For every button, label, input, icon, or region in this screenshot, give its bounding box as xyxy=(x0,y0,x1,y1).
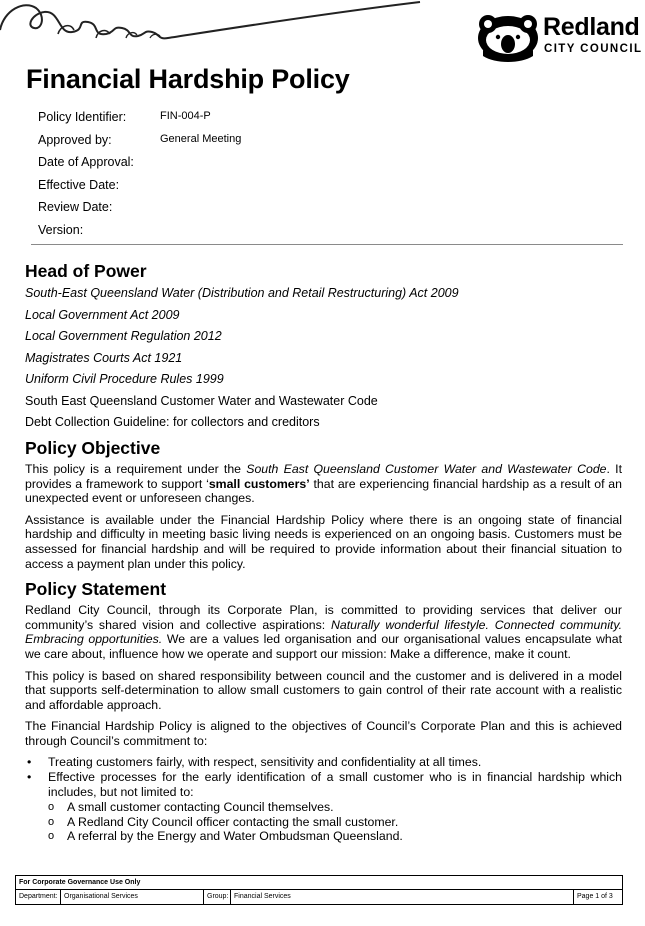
objective-text: This policy is a requirement under the xyxy=(25,462,247,476)
department-label: Department: xyxy=(16,890,61,904)
sub-list-item-text: A referral by the Energy and Water Ombudsman Queensland. xyxy=(67,829,403,844)
statement-paragraph: The Financial Hardship Policy is aligned to the objectives of Council’s Corporate Plan and this is achieved through Council’s commitment to: xyxy=(25,719,622,748)
objective-text: that are experiencing financial hardship as a result of an unexpected event or unforeseen changes. xyxy=(25,476,622,506)
footer-row xyxy=(16,890,622,904)
redland-logo xyxy=(475,10,645,62)
bullet-icon: • xyxy=(27,770,32,785)
sub-list-item xyxy=(48,800,622,815)
governance-footer xyxy=(15,875,623,905)
hollow-bullet-icon: o xyxy=(48,801,55,814)
section-heading-policy-objective: Policy Objective xyxy=(25,438,161,458)
meta-label: Effective Date: xyxy=(38,177,120,192)
meta-value: FIN-004-P xyxy=(160,110,211,122)
statement-text: We are a values led organisation and our organisational values encapsulate what we care about, influence how we operate and support our mission: Make a difference, make it count. xyxy=(25,632,622,661)
statement-paragraph xyxy=(25,603,622,661)
divider xyxy=(31,244,623,245)
policy-content xyxy=(25,260,622,845)
meta-row xyxy=(38,154,241,177)
statement-paragraph: This policy is based on shared responsibility between council and the customer and is delivered in a model that supports self-determination to allow small customers to gain control of their rate account with a realistic and affordable approach. xyxy=(25,668,622,712)
meta-row xyxy=(38,109,241,132)
objective-text: . It provides a framework to support ‘ xyxy=(25,462,622,491)
section-heading-head-of-power: Head of Power xyxy=(25,261,147,281)
meta-label: Approved by: xyxy=(38,132,112,147)
header-wave-decoration xyxy=(0,0,440,46)
sub-list-item-text: A Redland City Council officer contacting the small customer. xyxy=(67,814,399,829)
sub-list-item xyxy=(48,815,622,830)
document-title: Financial Hardship Policy xyxy=(26,64,350,94)
redland-koala-emblem-icon xyxy=(475,10,539,62)
legislation-item: Uniform Civil Procedure Rules 1999 xyxy=(25,372,224,386)
code-reference: South East Queensland Customer Water and Wastewater Code xyxy=(246,462,607,476)
meta-row xyxy=(38,132,241,155)
department-value: Organisational Services xyxy=(61,890,204,904)
vision-statement: Naturally wonderful lifestyle. Connected community. Embracing opportunities. xyxy=(25,617,622,647)
logo-subtitle: CITY COUNCIL xyxy=(544,43,643,55)
list-item xyxy=(25,755,622,770)
sub-list-item-text: A small customer contacting Council themselves. xyxy=(67,800,334,815)
objective-paragraph: Assistance is available under the Financial Hardship Policy where there is an ongoing state of financial hardship and difficulty in meeting basic living needs is experienced on an ongoing basis. Customers must be assessed for financial hardship and will be required to provide information about their financial situation to access a payment plan under this policy. xyxy=(25,512,622,571)
list-item-text: Effective processes for the early identification of a small customer who is in financial hardship which includes, but not limited to: xyxy=(48,770,622,799)
legislation-item: Debt Collection Guideline: for collectors and creditors xyxy=(25,415,320,429)
hollow-bullet-icon: o xyxy=(48,815,55,828)
sub-list xyxy=(48,800,622,844)
group-label: Group: xyxy=(204,890,231,904)
section-heading-policy-statement: Policy Statement xyxy=(25,579,167,600)
logo-name: Redland xyxy=(543,13,640,41)
meta-row xyxy=(38,222,241,245)
meta-row xyxy=(38,177,241,200)
page-number: Page 1 of 3 xyxy=(577,893,613,900)
legislation-item: Local Government Regulation 2012 xyxy=(25,329,222,343)
footer-heading: For Corporate Governance Use Only xyxy=(16,876,622,890)
statement-text: Redland City Council, through its Corporate Plan, is committed to providing services that deliver our community’s shared vision and collective aspirations: xyxy=(25,603,622,632)
sub-list-item xyxy=(48,829,622,844)
hollow-bullet-icon: o xyxy=(48,830,55,843)
list-item-text: Treating customers fairly, with respect, sensitivity and confidentiality at all times. xyxy=(48,754,482,769)
policy-metadata xyxy=(38,109,241,245)
meta-label: Policy Identifier: xyxy=(38,110,127,124)
meta-label: Date of Approval: xyxy=(38,155,134,170)
meta-row xyxy=(38,199,241,222)
objective-paragraph xyxy=(25,462,622,506)
meta-value: General Meeting xyxy=(160,132,242,145)
group-value: Financial Services xyxy=(231,890,574,904)
commitment-list xyxy=(25,755,622,845)
legislation-item: South East Queensland Customer Water and Wastewater Code xyxy=(25,393,378,408)
bullet-icon: • xyxy=(27,754,32,769)
list-item xyxy=(25,770,622,844)
legislation-item: Local Government Act 2009 xyxy=(25,307,180,322)
meta-label: Review Date: xyxy=(38,200,113,215)
legislation-item: South-East Queensland Water (Distribution and Retail Restructuring) Act 2009 xyxy=(25,286,459,300)
small-customers-term: small customers’ xyxy=(208,476,310,491)
legislation-item: Magistrates Courts Act 1921 xyxy=(25,350,183,365)
meta-label: Version: xyxy=(38,222,84,237)
